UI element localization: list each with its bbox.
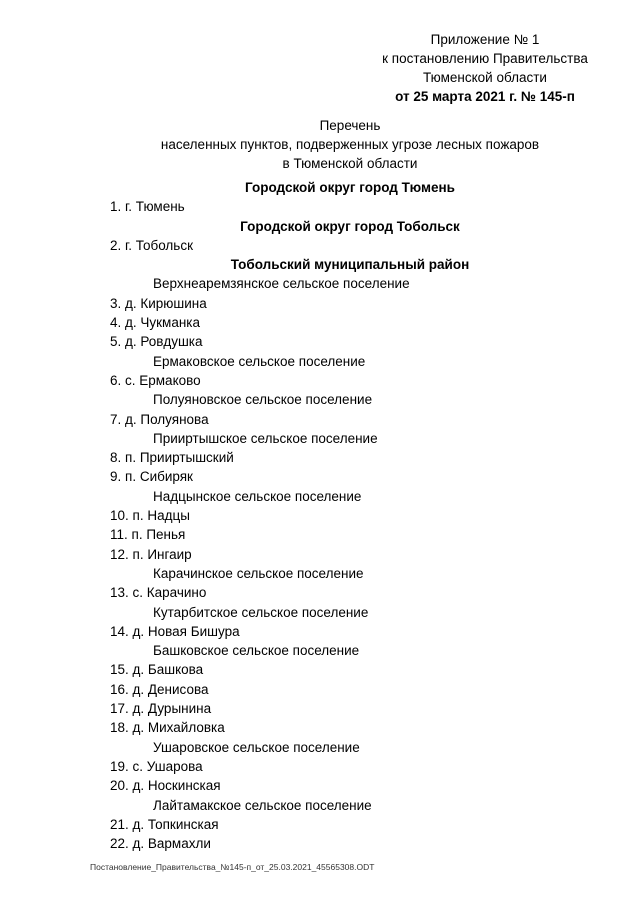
locality-list-item: 19. с. Ушарова — [110, 758, 203, 774]
rural-settlement-heading: Ушаровское сельское поселение — [153, 739, 360, 755]
appendix-date-number: от 25 марта 2021 г. № 145-п — [395, 89, 575, 104]
rural-settlement-heading: Надцынское сельское поселение — [153, 488, 362, 504]
locality-list-item: 16. д. Денисова — [110, 681, 209, 697]
title-line-3: в Тюменской области — [282, 156, 418, 171]
title-line-2: населенных пунктов, подверженных угрозе лесных пожаров — [160, 137, 540, 152]
locality-list-item: 17. д. Дурынина — [110, 701, 212, 717]
rural-settlement-heading: Ермаковское сельское поселение — [153, 353, 366, 369]
locality-list-item: 20. д. Носкинская — [110, 778, 221, 794]
appendix-region: Тюменской области — [423, 70, 547, 85]
rural-settlement-heading: Верхнеаремзянское сельское поселение — [153, 276, 410, 292]
district-heading: Городской округ город Тюмень — [245, 180, 455, 195]
locality-list-item: 9. п. Сибиряк — [110, 469, 193, 485]
locality-list-item: 4. д. Чукманка — [110, 315, 200, 331]
locality-list-item: 8. п. Прииртышский — [110, 450, 234, 466]
locality-list-item: 6. с. Ермаково — [110, 372, 201, 388]
locality-list-item: 15. д. Башкова — [110, 662, 204, 678]
appendix-reference: к постановлению Правительства — [382, 51, 588, 66]
rural-settlement-heading: Прииртышское сельское поселение — [153, 430, 378, 446]
locality-list-item: 13. с. Карачино — [110, 585, 207, 601]
locality-list-item: 12. п. Ингаир — [110, 546, 192, 562]
locality-list-item: 2. г. Тобольск — [110, 237, 193, 253]
locality-list-item: 10. п. Надцы — [110, 508, 190, 524]
district-heading: Тобольский муниципальный район — [230, 257, 470, 273]
settlement-list — [0, 178, 640, 853]
rural-settlement-heading: Полуяновское сельское поселение — [153, 392, 373, 408]
locality-list-item: 3. д. Кирюшина — [110, 295, 207, 311]
locality-list-item: 22. д. Вармахли — [110, 836, 211, 852]
district-heading: Городской округ город Тобольск — [240, 218, 460, 234]
appendix-number: Приложение № 1 — [430, 32, 540, 47]
title-line-1: Перечень — [319, 118, 381, 133]
rural-settlement-heading: Лайтамакское сельское поселение — [153, 797, 372, 813]
document-title — [0, 116, 640, 173]
rural-settlement-heading: Карачинское сельское поселение — [153, 565, 364, 581]
document-footer: Постановление_Правительства_№145-п_от_25.03.2021_45565308.ODT — [90, 862, 375, 872]
locality-list-item: 14. д. Новая Бишура — [110, 623, 240, 639]
rural-settlement-heading: Башковское сельское поселение — [153, 643, 360, 659]
locality-list-item: 18. д. Михайловка — [110, 720, 225, 736]
locality-list-item: 21. д. Топкинская — [110, 816, 219, 832]
rural-settlement-heading: Кутарбитское сельское поселение — [153, 604, 369, 620]
locality-list-item: 5. д. Ровдушка — [110, 334, 203, 350]
locality-list-item: 1. г. Тюмень — [110, 199, 185, 215]
appendix-header — [340, 30, 630, 106]
locality-list-item: 7. д. Полуянова — [110, 411, 209, 427]
locality-list-item: 11. п. Пенья — [110, 527, 186, 543]
